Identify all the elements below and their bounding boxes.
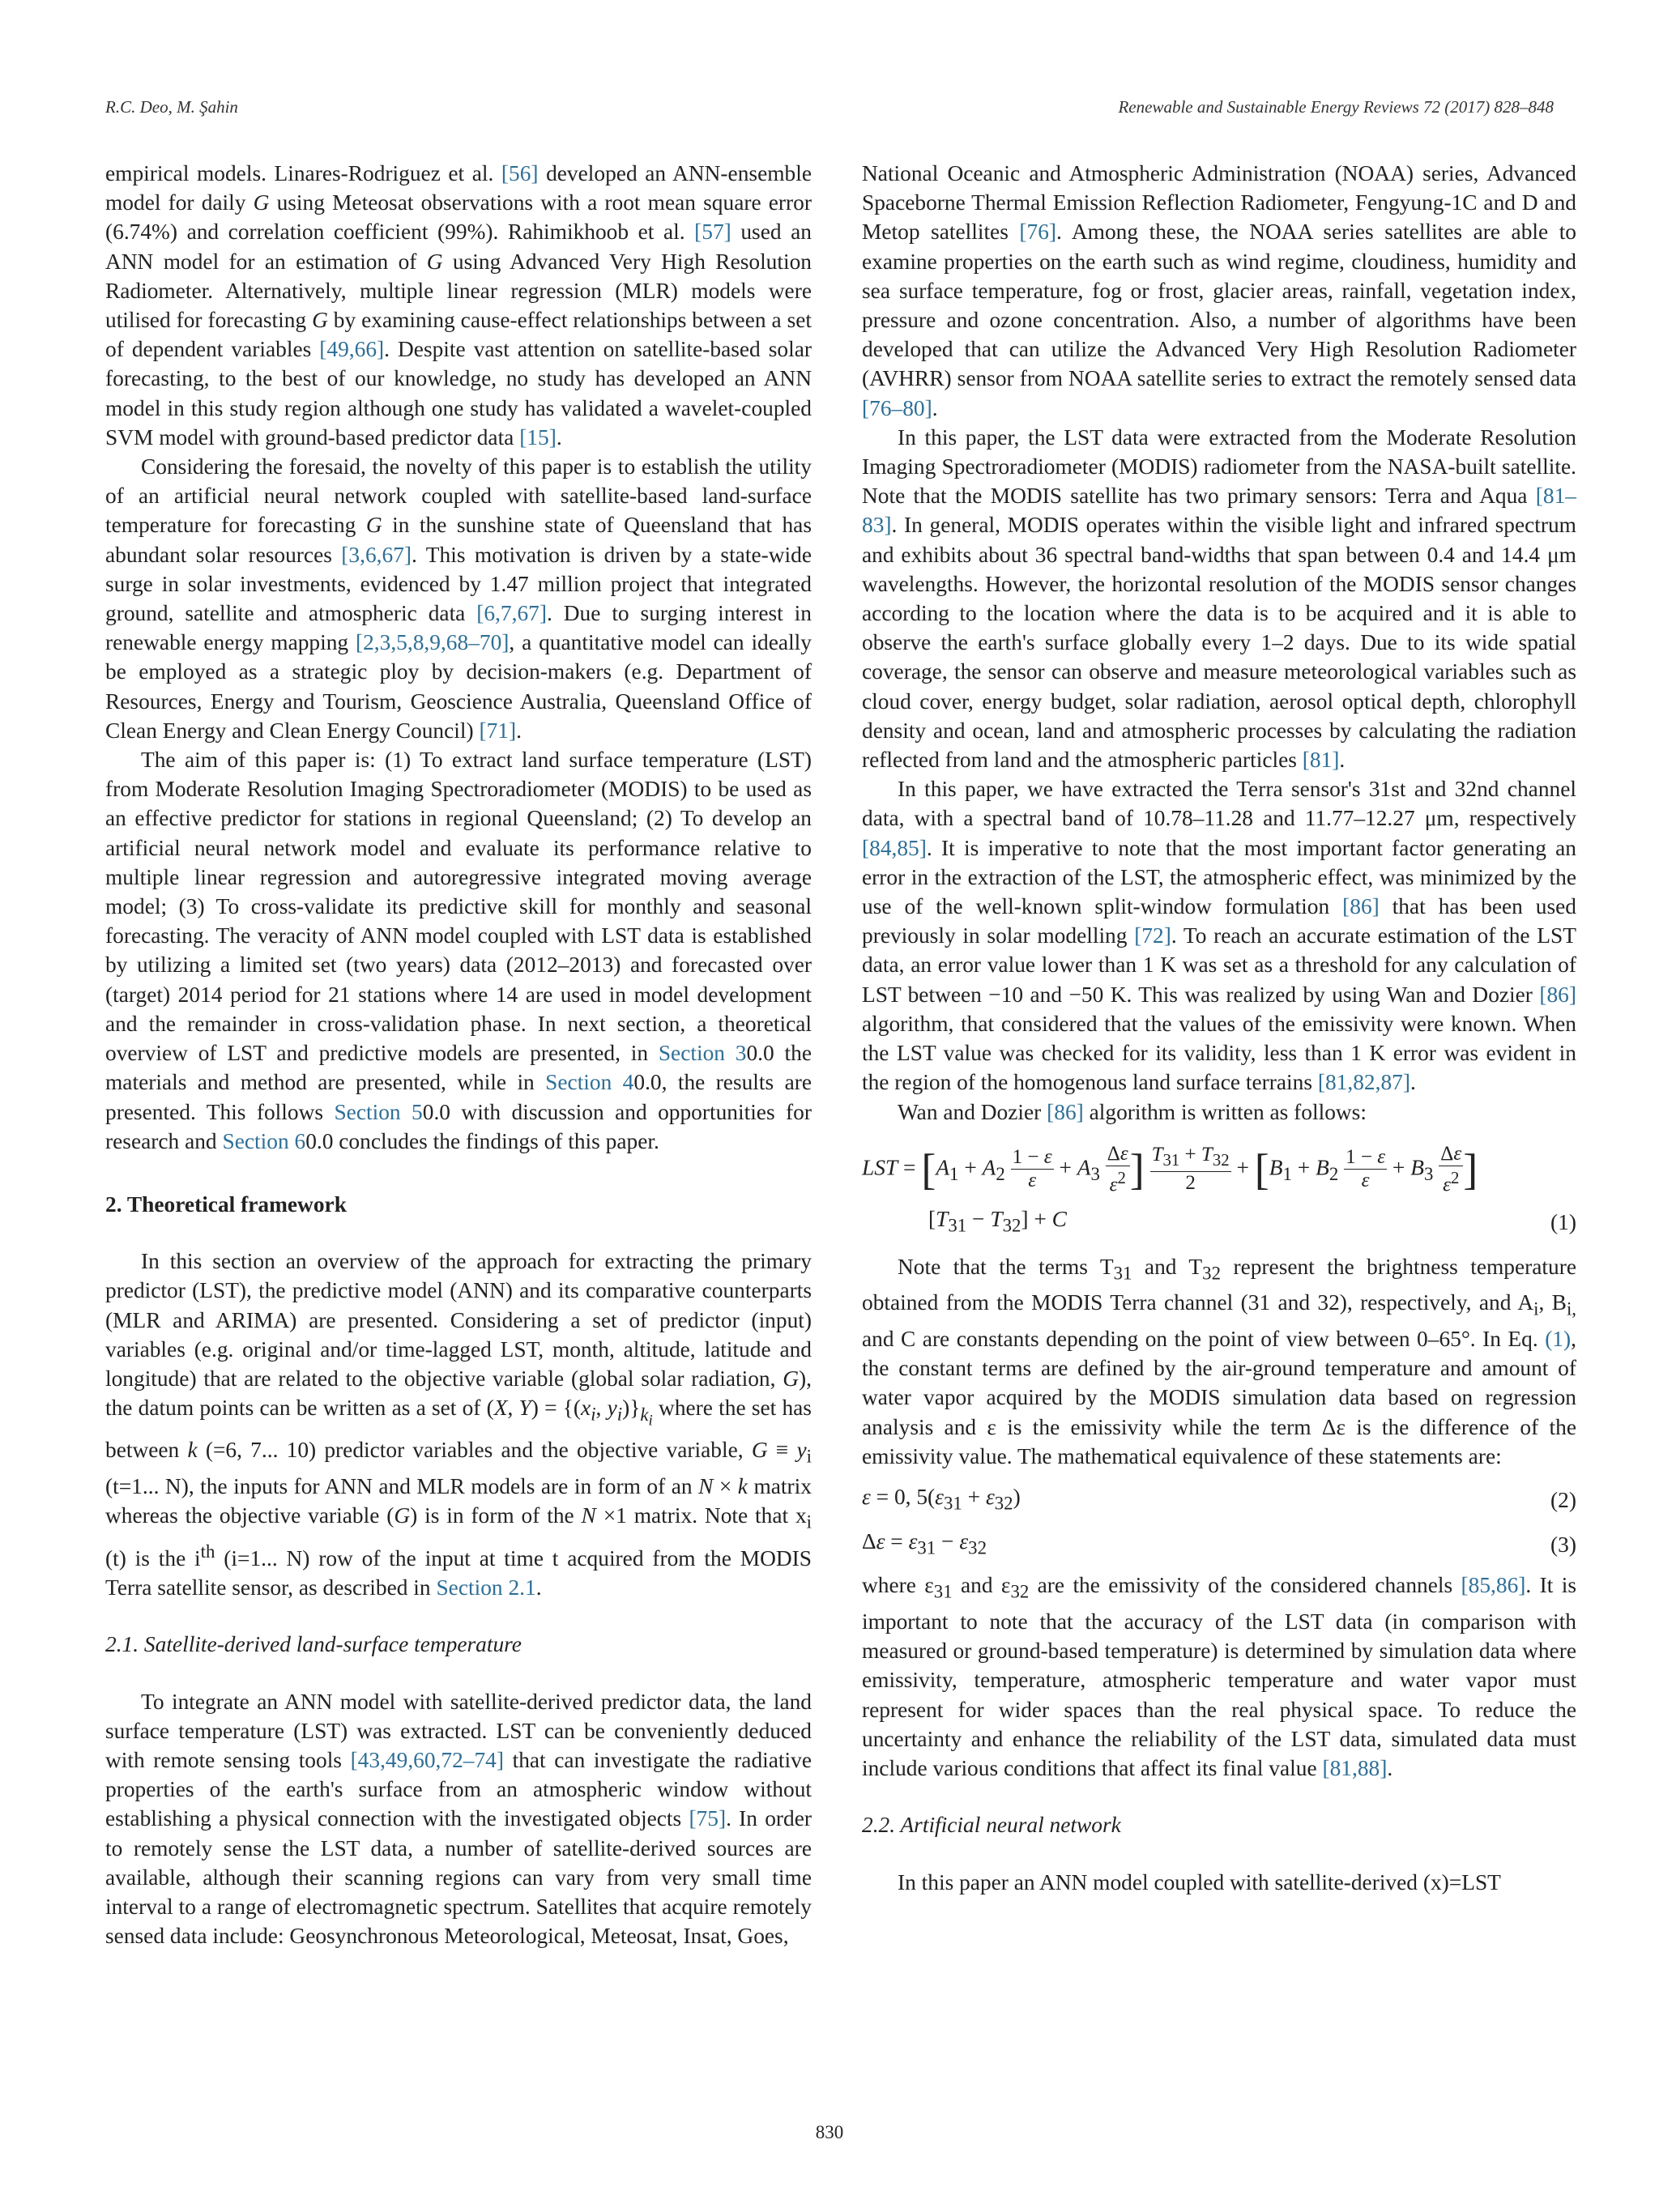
citation-link[interactable]: [49,66] (319, 337, 385, 362)
left-column (105, 159, 812, 1950)
section-heading-2: 2. Theoretical framework (105, 1191, 347, 1217)
citation-link[interactable]: [81,82,87] (1317, 1070, 1410, 1095)
section-link[interactable]: Section 5 (334, 1099, 423, 1124)
citation-link[interactable]: [84,85] (862, 835, 927, 860)
citation-link[interactable]: [76] (1019, 219, 1057, 245)
equation-number: (2) (1550, 1488, 1576, 1513)
citation-link[interactable]: [2,3,5,8,9,68–70] (355, 630, 510, 655)
running-header-journal: Renewable and Sustainable Energy Reviews 72 (2017) 828–848 (1118, 97, 1554, 117)
citation-link[interactable]: [43,49,60,72–74] (350, 1748, 504, 1773)
equation-link[interactable]: (1) (1545, 1327, 1572, 1352)
right-paragraph-5: Note that the terms $T_{31}$ and $T_{32}$ represent the brightness temperature obtained from the MODIS Terra channel (31 and 32), respectively, and $A_i$, $B_{i,}$ and C are constants depending on the point of view between 0–65°. In Eq. (1), the constant terms are defined by the air-ground temperature and amount of water vapor acquired by the MODIS simulation data based on regression analysis and ε is the emissivity while the term Δε is the difference of the emissivity value. The mathematical equivalence of these statements are: (862, 1254, 1577, 1468)
right-paragraph-4: Wan and Dozier [86] algorithm is written as follows: (898, 1099, 1367, 1124)
citation-link[interactable]: [3,6,67] (341, 542, 412, 567)
citation-link[interactable]: [86] (1047, 1099, 1084, 1124)
equation-2: ε = 0, $5(\varepsilon_{31} + \varepsilon_{32})$ (2) (862, 1485, 1576, 1514)
citation-link[interactable]: [86] (1539, 982, 1576, 1007)
section-link[interactable]: Section 4 (545, 1070, 634, 1095)
citation-link[interactable]: [71] (479, 718, 517, 743)
subsection-heading-2-2: 2.2. Artificial neural network (862, 1813, 1121, 1838)
citation-link[interactable]: [57] (694, 219, 731, 245)
left-paragraph-2: Considering the foresaid, the novelty of this paper is to establish the utility of an artificial neural network coupled with satellite-based land-surface temperature for forecasting G in the sunshine state of Queensland that has abundant solar resources [3,6,67]. This motivation is driven by a state-wide surge in solar investments, evidenced by 1.47 million project that integrated ground, satellite and atmospheric data [6,7,67]. Due to surging interest in renewable energy mapping [2,3,5,8,9,68–70], a quantitative model can ideally be employed as a strategic ploy by decision-makers (e.g. Department of Resources, Energy and Tourism, Geoscience Australia, Queensland Office of Clean Energy and Clean Energy Council) [71]. (105, 454, 812, 743)
page-number: 830 (815, 2122, 844, 2142)
equation-3: $\Delta\varepsilon = \varepsilon_{31} - \varepsilon_{32}$ (3) (862, 1528, 1576, 1558)
citation-link[interactable]: [56] (501, 161, 539, 185)
citation-link[interactable]: [75] (689, 1806, 727, 1831)
citation-link[interactable]: [81] (1302, 748, 1340, 773)
citation-link[interactable]: [15] (519, 424, 557, 450)
right-paragraph-6: where $\varepsilon_{31}$ and $\varepsilon_{32}$ are the emissivity of the considered channels [85,86]. It is important to note that the accuracy of the LST data (in comparison with measured or ground-based temperature) is determined by simulation data where emissivity, temperature, atmospheric temperature and water vapor must represent for wider spaces than the real physical space. To reduce the uncertainty and enhance the reliability of the LST data, simulated data must include various conditions that affect its final value [81,88]. (862, 1573, 1577, 1781)
citation-link[interactable]: [85,86] (1461, 1573, 1526, 1598)
left-paragraph-3: The aim of this paper is: (1) To extract land surface temperature (LST) from Moderate Resolution Imaging Spectroradiometer (MODIS) to be used as an effective predictor for stations in regional Queensland; (2) To develop an artificial neural network model and evaluate its performance relative to multiple linear regression and autoregressive integrated moving average model; (3) To cross-validate its predictive skill for monthly and seasonal forecasting. The veracity of ANN model coupled with LST data is established by utilizing a limited set (two years) data (2012–2013) and forecasted over (target) 2014 period for 21 stations where 14 are used in model development and the remainder in cross-validation phase. In next section, a theoretical overview of LST and predictive models are presented, in Section 30.0 the materials and method are presented, while in Section 40.0, the results are presented. This follows Section 50.0 with discussion and opportunities for research and Section 60.0 concludes the findings of this paper. (105, 748, 812, 1153)
citation-link[interactable]: [81,88] (1322, 1756, 1388, 1781)
right-paragraph-3: In this paper, we have extracted the Terra sensor's 31st and 32nd channel data, with a spectral band of 10.78–11.28 and 11.77–12.27 μm, respectively [84,85]. It is imperative to note that the most important factor generating an error in the extraction of the LST, the atmospheric effect, was minimized by the use of the well-known split-window formulation [86] that has been used previously in solar modelling [72]. To reach an accurate estimation of the LST data, an error value lower than 1 K was set as a threshold for any calculation of LST between −10 and −50 K. This was realized by using Wan and Dozier [86] algorithm, that considered that the values of the emissivity were known. When the LST value was checked for its validity, less than 1 K error was evident in the region of the homogenous land surface terrains [81,82,87]. (862, 777, 1576, 1095)
citation-link[interactable]: [72] (1134, 923, 1171, 948)
right-paragraph-1: National Oceanic and Atmospheric Administration (NOAA) series, Advanced Spaceborne Thermal Emission Reflection Radiometer, Fengyung-1C and D and Metop satellites [76]. Among these, the NOAA series satellites are able to examine properties on the earth such as wind regime, cloudiness, humidity and sea surface temperature, fog or frost, glacier areas, rainfall, vegetation index, pressure and ozone concentration. Also, a number of algorithms have been developed that can utilize the Advanced Very High Resolution Radiometer (AVHRR) sensor from NOAA satellite series to extract the remotely sensed data [76–80]. (862, 161, 1576, 420)
citation-link[interactable]: [81–83] (862, 484, 1576, 538)
left-paragraph-5: To integrate an ANN model with satellite-derived predictor data, the land surface temperature (LST) was extracted. LST can be conveniently deduced with remote sensing tools [43,49,60,72–74] that can investigate the radiative properties of the earth's surface from an atmospheric window without establishing a physical connection with the investigated objects [75]. In order to remotely sense the LST data, a number of satellite-derived sources are available, although their scanning regions can vary from very small time interval to a range of electromagnetic spectrum. Satellites that acquire remotely sensed data include: Geosynchronous Meteorological, Meteosat, Insat, Goes, (105, 1689, 812, 1949)
section-link[interactable]: Section 6 (222, 1128, 306, 1153)
section-link[interactable]: Section 3 (658, 1041, 747, 1066)
section-link[interactable]: Section 2.1 (436, 1575, 536, 1600)
citation-link[interactable]: [6,7,67] (476, 601, 547, 626)
equation-number: (3) (1550, 1532, 1576, 1557)
equation-1: LST = [$A_1 + A_2$ $\frac{1 - \varepsilon}{\varepsilon}$ + $A_3$ $\frac{\Delta\varepsilon}{\varepsilon^2}$ ] $\frac{T_{31} + T_{32}}{2}$ + [$B_1 + B_2$ $\frac{1 - \varepsilon}{\varepsilon}$ + $B_3$ $\frac{\Delta\varepsilon}{\varepsilon^2}$ ] $[T_{31} - T_{32}] + C$ (1) (862, 1142, 1576, 1236)
right-paragraph-7: In this paper an ANN model coupled with satellite-derived (x)=LST (898, 1869, 1501, 1894)
left-paragraph-4: In this section an overview of the approach for extracting the primary predictor (LST), the predictive model (ANN) and its comparative counterparts (MLR and ARIMA) are presented. Considering a set of predictor (input) variables (e.g. original and/or time-lagged LST, month, altitude, latitude and longitude) that are related to the objective variable (global solar radiation, G), the datum points can be written as a set of (X, $Y) = \{(x_i$, $y_i)\}_{k_i}$ where the set has between k (=6, 7... 10) predictor variables and the objective variable, $G \equiv y_i$ (t=1... N), the inputs for ANN and MLR models are in form of an N × k matrix whereas the objective variable (G) is in form of the N ×1 matrix. Note that $x_i$ (t) is the $i^{th}$ (i=1... N) row of the input at time t acquired from the MODIS Terra satellite sensor, as described in Section 2.1. (105, 1249, 812, 1600)
right-paragraph-2: In this paper, the LST data were extracted from the Moderate Resolution Imaging Spectroradiometer (MODIS) radiometer from the NASA-built satellite. Note that the MODIS satellite has two primary sensors: Terra and Aqua [81–83]. In general, MODIS operates within the visible light and infrared spectrum and exhibits about 36 spectral band-widths that span between 0.4 and 14.4 μm wavelengths. However, the horizontal resolution of the MODIS sensor changes according to the location where the data is to be acquired and it is able to observe the earth's surface globally every 1–2 days. Due to its wide spatial coverage, the sensor can observe and measure meteorological variables such as cloud cover, energy budget, solar radiation, aerosol optical depth, chlorophyll density and ocean, land and atmospheric processes by calculating the radiation reflected from land and the atmospheric particles [81]. (862, 424, 1576, 773)
citation-link[interactable]: [76–80] (862, 395, 932, 420)
subsection-heading-2-1: 2.1. Satellite-derived land-surface temperature (105, 1632, 522, 1657)
right-column (862, 159, 1576, 1897)
equation-number: (1) (1550, 1210, 1576, 1235)
running-header-authors: R.C. Deo, M. Şahin (105, 97, 238, 117)
left-paragraph-1: empirical models. Linares-Rodriguez et al. [56] developed an ANN-ensemble model for daily G using Meteosat observations with a root mean square error (6.74%) and correlation coefficient (99%). Rahimikhoob et al. [57] used an ANN model for an estimation of G using Advanced Very High Resolution Radiometer. Alternatively, multiple linear regression (MLR) models were utilised for forecasting G by examining cause-effect relationships between a set of dependent variables [49,66]. Despite vast attention on satellite-based solar forecasting, to the best of our knowledge, no study has developed an ANN model in this study region although one study has validated a wavelet-coupled SVM model with ground-based predictor data [15]. (105, 161, 812, 450)
citation-link[interactable]: [86] (1342, 894, 1380, 919)
